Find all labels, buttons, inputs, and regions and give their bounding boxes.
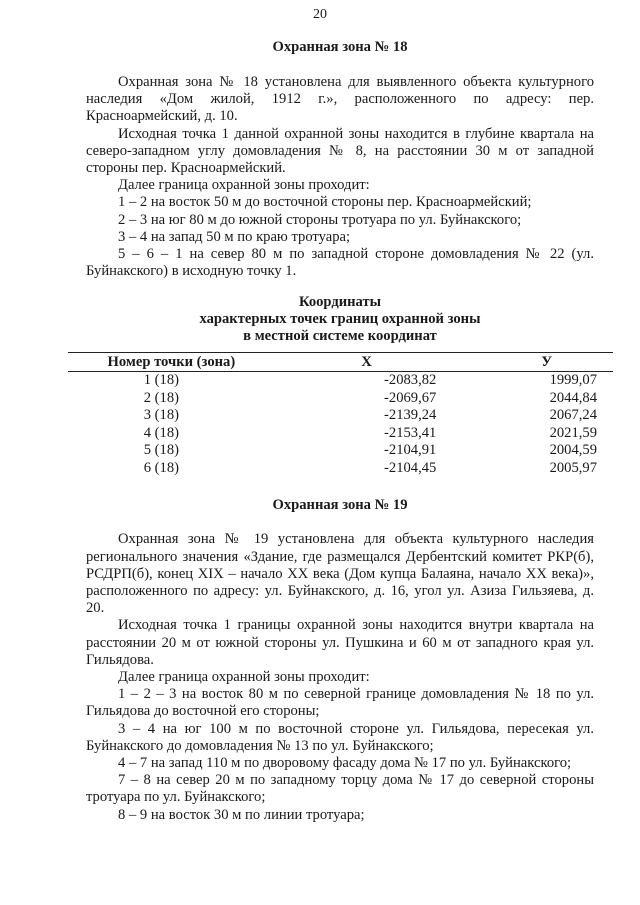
column-header-y: У bbox=[440, 353, 613, 372]
paragraph: 4 – 7 на запад 110 м по дворовому фасаду дома № 17 по ул. Буйнакского; bbox=[118, 755, 572, 772]
paragraph: Охранная зона № 19 установлена для объекта культурного наследия регионального значения «Здание, где размещался Дербентский комитет РКР(б), РСДРП(б), конец XIX – начало XX века (Дом купца Балаяна, начало XX века)», расположенного по адресу: ул. Буйнакского, д. 16, угол ул. Азиза Гильзяева, д. 20. bbox=[86, 531, 594, 617]
cell-point: 3 (18) bbox=[143, 407, 179, 424]
paragraph: 3 – 4 на запад 50 м по краю тротуара; bbox=[118, 228, 351, 245]
section-18-title: Охранная зона № 18 bbox=[272, 39, 408, 55]
cell-x: -2069,67 bbox=[384, 389, 437, 406]
paragraph: Охранная зона № 18 установлена для выявленного объекта культурного наследия «Дом жилой, 1912 г.», расположенного по адресу: пер. Красноармейский, д. 10. bbox=[86, 74, 594, 125]
table-row bbox=[68, 390, 613, 408]
table-row bbox=[68, 460, 613, 478]
paragraph: 2 – 3 на юг 80 м до южной стороны тротуара по ул. Буйнакского; bbox=[118, 211, 522, 228]
table-row bbox=[68, 407, 613, 425]
cell-point: 2 (18) bbox=[143, 389, 179, 406]
cell-point: 4 (18) bbox=[143, 424, 179, 441]
section-18-text bbox=[86, 74, 594, 280]
cell-y: 2004,59 bbox=[549, 442, 597, 459]
document-body bbox=[86, 38, 597, 824]
section-19-title: Охранная зона № 19 bbox=[272, 497, 408, 514]
paragraph: Исходная точка 1 данной охранной зоны находится в глубине квартала на северо-западном углу домовладения № 8, на расстоянии 30 м от западной стороны пер. Красноармейский. bbox=[86, 125, 594, 177]
table-row bbox=[68, 372, 613, 390]
cell-x: -2104,91 bbox=[384, 442, 437, 459]
cell-point: 5 (18) bbox=[143, 442, 179, 459]
section-19-text bbox=[86, 531, 594, 823]
cell-y: 2067,24 bbox=[549, 407, 597, 424]
cell-point: 6 (18) bbox=[143, 459, 179, 476]
paragraph: 1 – 2 на восток 50 м до восточной стороны пер. Красноармейский; bbox=[118, 194, 532, 211]
paragraph: Далее граница охранной зоны проходит: bbox=[118, 669, 370, 686]
table-header-row bbox=[68, 353, 613, 372]
cell-y: 2021,59 bbox=[549, 424, 597, 441]
column-header-point: Номер точки (зона) bbox=[68, 353, 275, 372]
cell-y: 1999,07 bbox=[549, 372, 597, 389]
coordinates-heading-line: в местной системе координат bbox=[243, 328, 437, 345]
column-header-x: X bbox=[275, 353, 441, 372]
paragraph: Далее граница охранной зоны проходит: bbox=[118, 177, 370, 194]
coordinates-table bbox=[68, 352, 613, 477]
paragraph: 1 – 2 – 3 на восток 80 м по северной границе домовладения № 18 по ул. Гильядова до восточной его стороны; bbox=[86, 686, 594, 720]
cell-x: -2083,82 bbox=[384, 372, 437, 389]
paragraph: 3 – 4 на юг 100 м по восточной стороне ул. Гильядова, пересекая ул. Буйнакского до домовладения № 13 по ул. Буйнакского; bbox=[86, 720, 594, 754]
cell-x: -2153,41 bbox=[384, 424, 437, 441]
table-row bbox=[68, 442, 613, 460]
coordinates-heading-line: характерных точек границ охранной зоны bbox=[199, 311, 481, 328]
paragraph: 5 – 6 – 1 на север 80 м по западной стороне домовладения № 22 (ул. Буйнакского) в исходную точку 1. bbox=[86, 246, 594, 280]
page-number: 20 bbox=[313, 7, 327, 22]
paragraph: Исходная точка 1 границы охранной зоны находится внутри квартала на расстоянии 20 м от южной стороны ул. Пушкина и 60 м от западного края ул. Гильядова. bbox=[86, 617, 594, 668]
cell-point: 1 (18) bbox=[143, 372, 179, 389]
coordinates-heading-line: Координаты bbox=[298, 294, 382, 311]
cell-y: 2005,97 bbox=[549, 459, 597, 476]
cell-x: -2104,45 bbox=[384, 459, 437, 476]
paragraph: 7 – 8 на север 20 м по западному торцу дома № 17 до северной стороны тротуара по ул. Буйнакского; bbox=[86, 772, 594, 806]
cell-x: -2139,24 bbox=[384, 407, 437, 424]
table-row bbox=[68, 425, 613, 443]
paragraph: 8 – 9 на восток 30 м по линии тротуара; bbox=[118, 806, 365, 823]
cell-y: 2044,84 bbox=[549, 389, 597, 406]
coordinates-heading bbox=[86, 294, 594, 345]
